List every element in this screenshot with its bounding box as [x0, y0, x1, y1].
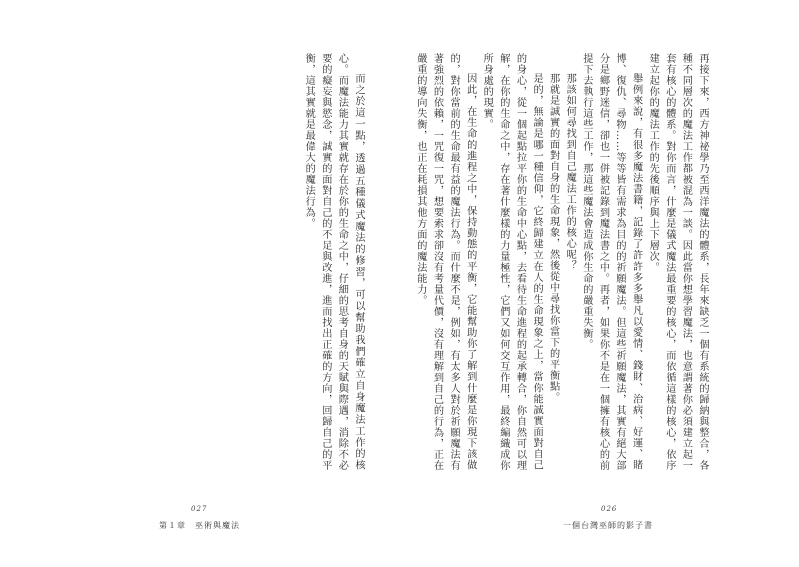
right-running-head: 一個台灣巫師的影子書	[563, 521, 653, 530]
right-paragraph-2: 舉例來說，有很多魔法書籍，記錄了許許多多舉凡以愛情、錢財、治病、好運、賭博、復仇、尋物……等等皆有需求為目的的祈願魔法。但這些祈願魔法，其實有絕大部分是鄉野迷信，卻也一併被記錄到魔法書之中。再者，如果你不是在一個擁有核心的前提下去執行這些工作，那這些魔法會造成你生命的嚴重失衡。	[580, 53, 642, 471]
right-page-number: 026	[601, 505, 618, 513]
left-page-number: 027	[191, 505, 208, 513]
right-paragraph-5: 是的，無論是哪一種信仰，它終歸建立在人的生命現象之上，當你能誠實面對自己的身心，從一個起點拉平你的生命中心點，去看待生命進程的起承轉合，你自然可以理解，在你的生命之中，存在著什麼樣的力量極性，它們又如何交互作用，最終編織成你所身處的現實。	[481, 53, 543, 471]
left-page-body	[268, 53, 366, 471]
right-paragraph-3: 那該如何尋找到自己魔法工作的核心呢？	[564, 73, 576, 272]
right-paragraph-4: 那就是誠實的面對自身的生命現象，然後從中尋找你當下的平衡點。	[547, 73, 559, 404]
left-paragraph-1: 而之於這一點，透過五種儀式魔法的修習，可以幫助我們確立自身魔法工作的核心。而魔法能力其實就存在於你的生命之中，仔細的思考自身的天賦與際遇，消除不必要的癡妄與慾念，誠實的面對自己的不足與改進，進而找出正確的方向，回歸自己的平衡，這其實就是最偉大的魔法行為。	[303, 53, 364, 471]
right-paragraph-1: 再接下來，西方神祕學乃至西洋魔法的體系，長年來缺乏一個有系統的歸納與整合，各種不同層次的魔法工作都被混為一談。因此當你想學習魔法，也意謂著你必須建立起一套有核心的體系。對你而言，什麼是儀式魔法最重要的核心，而依循這樣的核心，依序建立起你的魔法工作的先後順序與上下層次。	[647, 53, 708, 471]
right-page-body	[414, 53, 710, 471]
left-page	[0, 0, 399, 567]
right-page	[400, 0, 799, 567]
left-running-head: 第１章 巫術與魔法	[159, 521, 240, 530]
right-paragraph-6: 因此，在生命的進程之中，保持動態的平衡，它能幫助你了解到什麼是你現下該做的，對你當前的生命最有益的魔法行為。而什麼不是，例如，有太多人對於祈願魔法有著強烈的依賴，一咒復一咒，想要索求卻沒有考量代價，沒有理解到自己的行為，正在嚴重的導向失衡，也正在耗損其他方面的魔法能力。	[414, 53, 476, 471]
